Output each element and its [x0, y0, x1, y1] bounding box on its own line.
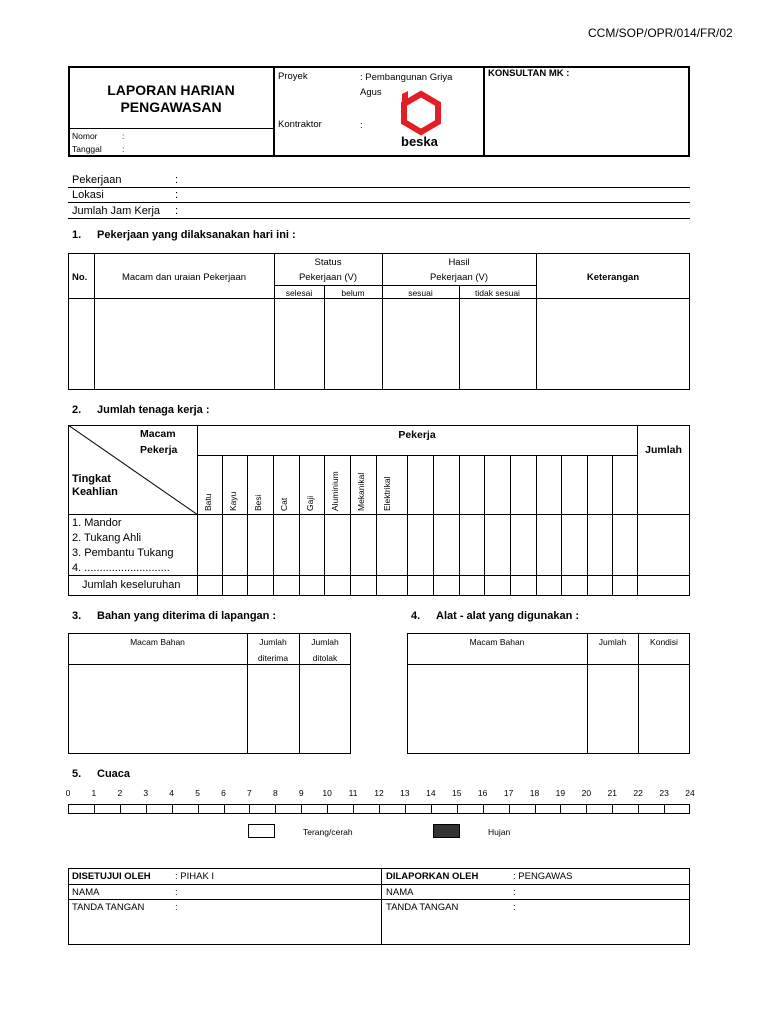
approver-name-colon: :: [175, 887, 178, 898]
approved-by-label: DISETUJUI OLEH: [72, 871, 151, 882]
pekerja-label: Pekerja: [140, 444, 178, 456]
hasil-tidak-sesuai: tidak sesuai: [475, 288, 520, 298]
jam-kerja-label: Jumlah Jam Kerja: [72, 205, 161, 217]
nomor-label: Nomor: [72, 131, 98, 141]
hour-tick: [275, 804, 276, 814]
section2-title: Jumlah tenaga kerja :: [97, 404, 210, 416]
reporter-name-colon: :: [513, 887, 516, 898]
tanggal-colon: :: [122, 144, 125, 154]
hour-label-10: 10: [322, 788, 332, 798]
hour-label-5: 5: [195, 788, 200, 798]
hour-tick: [198, 804, 199, 814]
materials-col-jumlah-diterima-2: diterima: [257, 653, 289, 663]
hasil-sesuai: sesuai: [408, 288, 433, 298]
level-pembantu-tukang: 3. Pembantu Tukang: [72, 547, 174, 559]
tools-col-jumlah: Jumlah: [598, 637, 627, 647]
hour-tick: [249, 804, 250, 814]
hour-label-3: 3: [143, 788, 149, 798]
hour-tick: [612, 804, 613, 814]
hour-tick: [120, 804, 121, 814]
hour-tick: [509, 804, 510, 814]
beska-logo: [398, 88, 444, 136]
proyek-value-line1: : Pembangunan Griya: [360, 72, 453, 83]
hour-label-20: 20: [581, 788, 592, 798]
reporter-name-label: NAMA: [386, 887, 414, 898]
hour-tick: [353, 804, 354, 814]
section5-title: Cuaca: [97, 768, 131, 780]
lokasi-colon: :: [175, 189, 179, 201]
hour-tick: [301, 804, 302, 814]
hour-label-23: 23: [659, 788, 669, 798]
status-header-line1: Status: [314, 257, 342, 268]
tingkat-label: Tingkat: [72, 473, 111, 485]
reporter-signature-colon: :: [513, 902, 516, 913]
jam-kerja-colon: :: [175, 205, 179, 217]
proyek-value-line2: Agus: [360, 87, 382, 98]
document-code: CCM/SOP/OPR/014/FR/02: [588, 26, 733, 40]
trade-label-aluminium: Aluminium: [330, 471, 340, 511]
nomor-colon: :: [122, 131, 125, 141]
approver-signature-label: TANDA TANGAN: [72, 902, 145, 913]
hour-label-17: 17: [503, 788, 514, 798]
hour-label-12: 12: [374, 788, 384, 798]
status-belum: belum: [341, 288, 365, 298]
pekerja-header: Pekerja: [398, 429, 436, 441]
pekerjaan-label: Pekerjaan: [72, 174, 122, 186]
materials-col-macam: Macam Bahan: [130, 637, 185, 647]
kontraktor-label: Kontraktor: [278, 119, 322, 130]
legend-clear-label: Terang/cerah: [303, 827, 353, 837]
hour-label-7: 7: [247, 788, 252, 798]
hour-tick: [146, 804, 147, 814]
trade-label-elektrikal: Elektrikal: [382, 476, 392, 511]
hour-tick: [483, 804, 484, 814]
legend-clear-swatch: [248, 824, 275, 838]
section1-title: Pekerjaan yang dilaksanakan hari ini :: [97, 229, 296, 241]
section1-number: 1.: [72, 229, 82, 241]
reported-by-value: : PENGAWAS: [513, 871, 573, 882]
hour-label-22: 22: [633, 788, 643, 798]
section3-title: Bahan yang diterima di lapangan :: [97, 610, 277, 622]
tools-table: [407, 633, 690, 754]
hour-tick: [431, 804, 432, 814]
logo-text: beska: [401, 134, 438, 149]
col-macam-uraian: Macam dan uraian Pekerjaan: [121, 272, 247, 283]
pekerjaan-colon: :: [175, 174, 179, 186]
tools-col-kondisi: Kondisi: [650, 637, 678, 647]
hour-label-18: 18: [529, 788, 540, 798]
hour-label-6: 6: [221, 788, 226, 798]
materials-col-jumlah-diterima-1: Jumlah: [259, 637, 287, 647]
report-title-line2: PENGAWASAN: [120, 99, 222, 115]
level-mandor: 1. Mandor: [72, 517, 122, 529]
hour-label-4: 4: [169, 788, 175, 798]
hour-label-24: 24: [685, 788, 695, 798]
hour-label-16: 16: [477, 788, 488, 798]
trade-label-gaji: Gaji: [305, 495, 315, 511]
trade-label-kayu: Kayu: [228, 491, 238, 511]
hour-tick: [405, 804, 406, 814]
header-diagonal: [68, 425, 198, 515]
kontraktor-colon: :: [360, 120, 363, 131]
legend-rain-label: Hujan: [488, 827, 511, 837]
hour-label-14: 14: [426, 788, 436, 798]
col-no: No.: [72, 272, 88, 283]
hour-label-15: 15: [452, 788, 462, 798]
hour-tick: [535, 804, 536, 814]
hour-tick: [379, 804, 380, 814]
tanggal-label: Tanggal: [72, 144, 102, 154]
hour-tick: [224, 804, 225, 814]
reported-by-label: DILAPORKAN OLEH: [386, 871, 479, 882]
konsultan-label: KONSULTAN MK :: [488, 68, 570, 79]
macam-label: Macam: [140, 428, 176, 440]
hasil-header-line1: Hasil: [448, 257, 470, 268]
materials-col-jumlah-ditolak-1: Jumlah: [311, 637, 339, 647]
lokasi-label: Lokasi: [72, 189, 104, 201]
hour-tick: [94, 804, 95, 814]
hour-label-21: 21: [607, 788, 617, 798]
legend-rain-swatch: [433, 824, 460, 838]
jumlah-header: Jumlah: [645, 444, 682, 456]
hour-label-0: 0: [65, 788, 71, 798]
section4-title: Alat - alat yang digunakan :: [436, 610, 580, 622]
approver-name-label: NAMA: [72, 887, 100, 898]
materials-col-jumlah-ditolak-2: ditolak: [312, 653, 338, 663]
hour-tick: [586, 804, 587, 814]
approver-signature-colon: :: [175, 902, 178, 913]
signature-table: [68, 868, 690, 945]
section5-number: 5.: [72, 768, 82, 780]
hour-label-9: 9: [298, 788, 304, 798]
trade-label-besi: Besi: [253, 494, 263, 511]
status-selesai: selesai: [285, 288, 313, 298]
keahlian-label: Keahlian: [72, 486, 118, 498]
reporter-signature-label: TANDA TANGAN: [386, 902, 459, 913]
hour-label-8: 8: [272, 788, 278, 798]
total-label: Jumlah keseluruhan: [82, 579, 181, 591]
hour-label-19: 19: [555, 788, 566, 798]
status-header-line2: Pekerjaan (V): [298, 272, 358, 283]
trade-label-cat: Cat: [279, 497, 289, 511]
section4-number: 4.: [411, 610, 421, 622]
trade-label-batu: Batu: [203, 493, 213, 511]
hour-tick: [560, 804, 561, 814]
level-other: 4. ............................: [72, 562, 170, 574]
hour-tick: [172, 804, 173, 814]
proyek-label: Proyek: [278, 71, 308, 82]
hour-tick: [327, 804, 328, 814]
hour-label-11: 11: [348, 788, 358, 798]
section3-number: 3.: [72, 610, 82, 622]
hour-tick: [457, 804, 458, 814]
approved-by-value: : PIHAK I: [175, 871, 215, 882]
report-title-line1: LAPORAN HARIAN: [107, 82, 235, 98]
hour-tick: [638, 804, 639, 814]
tools-col-macam: Macam Bahan: [469, 637, 525, 647]
trade-label-mekanikal: Mekanikal: [356, 472, 366, 511]
hour-label-2: 2: [117, 788, 123, 798]
hour-label-13: 13: [400, 788, 410, 798]
materials-table: [68, 633, 351, 754]
level-tukang-ahli: 2. Tukang Ahli: [72, 532, 142, 544]
hour-tick: [664, 804, 665, 814]
hasil-header-line2: Pekerjaan (V): [429, 272, 489, 283]
hour-label-1: 1: [91, 788, 97, 798]
col-keterangan: Keterangan: [586, 272, 640, 283]
section2-number: 2.: [72, 404, 82, 416]
